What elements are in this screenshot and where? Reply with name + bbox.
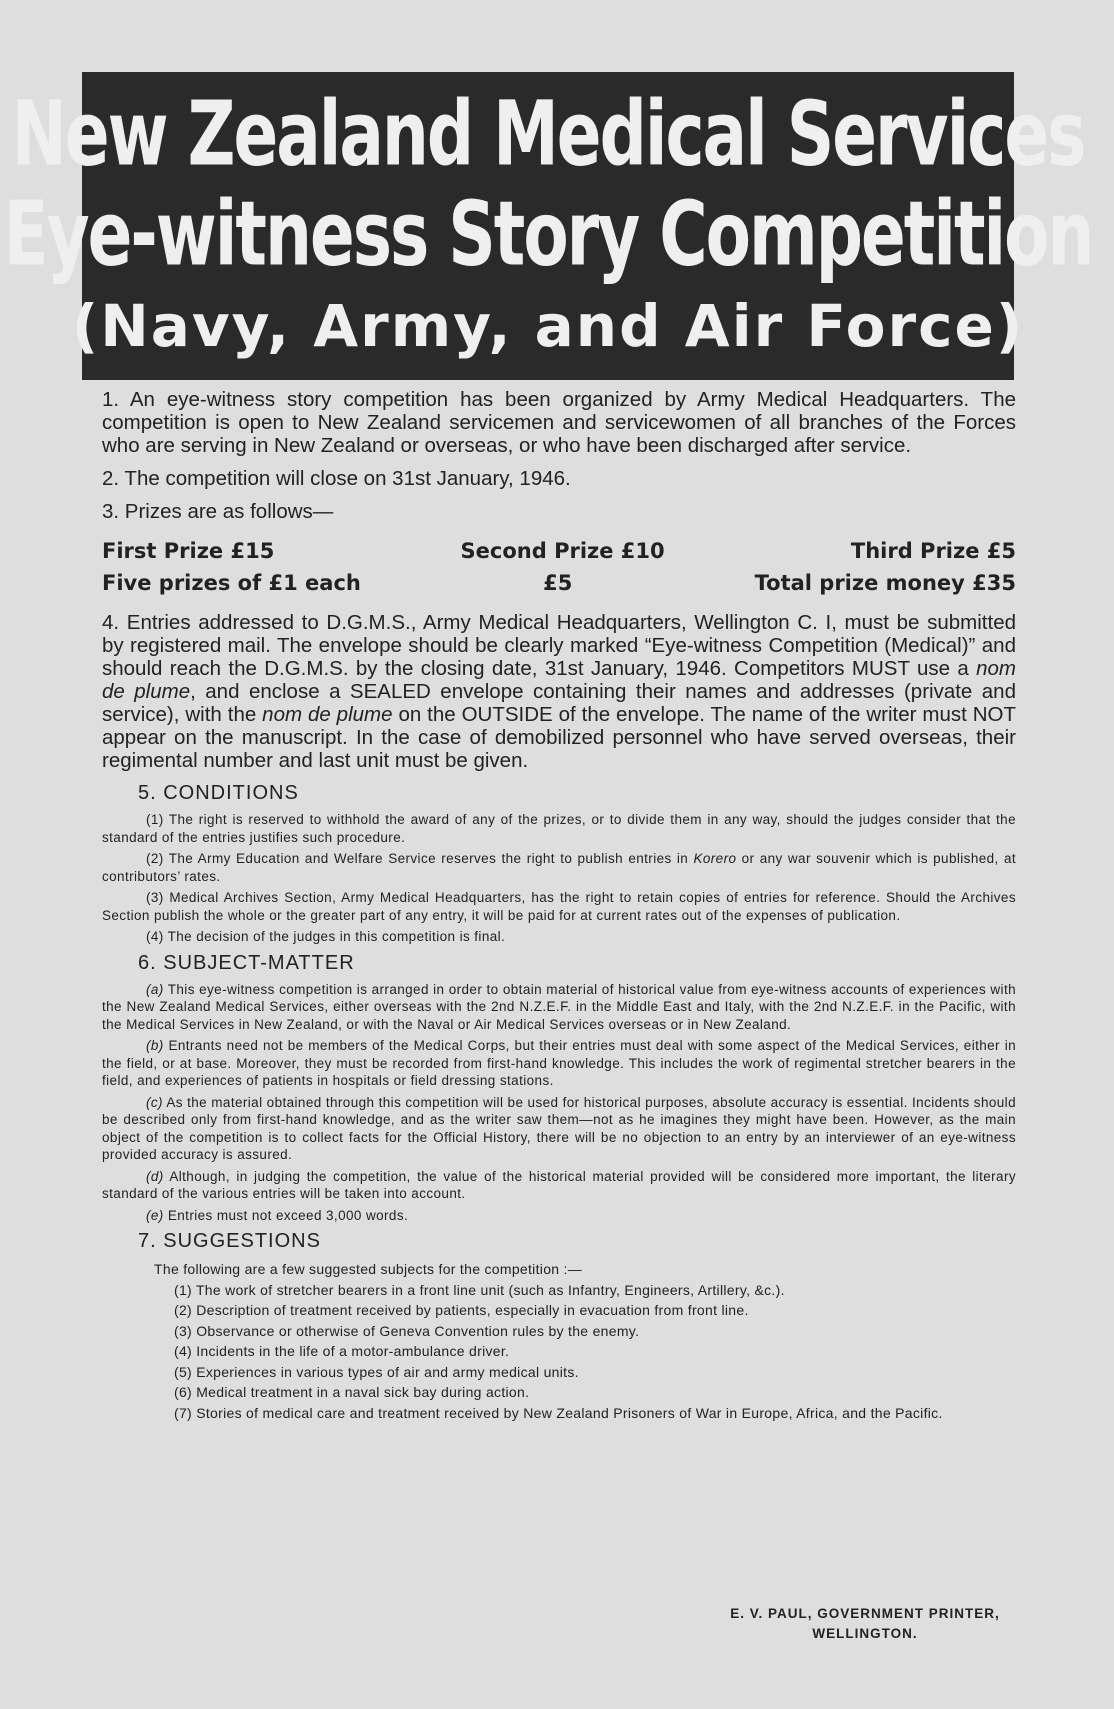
suggestions-list <box>154 1259 1016 1423</box>
suggestion-item: (6) Medical treatment in a naval sick bay during action. <box>174 1384 530 1400</box>
condition-4: (4) The decision of the judges in this competition is final. <box>146 929 506 944</box>
total-prize-money: Total prize money £35 <box>754 571 1016 595</box>
paragraph-4: 4. Entries addressed to D.G.M.S., Army Medical Headquarters, Wellington C. I, must be submitted by registered mail. The envelope should be clearly marked “Eye-witness Competition (Medical)” and should reach the D.G.M.S. by the closing date, 31st January, 1946. Competitors MUST use a nom de plume, and enclose a SEALED envelope containing their names and addresses (private and service), with the nom de plume on the OUTSIDE of the envelope. The name of the writer must NOT appear on the manuscript. In the case of demobilized personnel who have served overseas, their regimental number and last unit must be given. <box>102 611 1016 772</box>
subject-b: (b) Entrants need not be members of the Medical Corps, but their entries must deal with some aspect of the Medical Services, either in the field, or at base. Moreover, they must be recorded from first-hand knowledge. This includes the work of regimental stretcher bearers in the field, and experiences of patients in hospitals or field dressing stations. <box>102 1038 1016 1088</box>
suggestion-item: (4) Incidents in the life of a motor-ambulance driver. <box>174 1343 510 1359</box>
title-banner <box>3 72 1093 380</box>
suggestion-item: (1) The work of stretcher bearers in a front line unit (such as Infantry, Engineers, Artillery, &c.). <box>174 1281 785 1298</box>
title-line-2: Eye-witness Story Competition <box>3 182 1093 287</box>
condition-1: (1) The right is reserved to withhold the award of any of the prizes, or to divide them in any way, should the judges consider that the standard of the entries justifies such procedure. <box>102 812 1016 845</box>
first-prize: First Prize £15 <box>102 539 275 563</box>
prize-row-1 <box>102 535 1016 567</box>
five-prizes: Five prizes of £1 each <box>102 571 361 595</box>
suggestions-heading: 7. SUGGESTIONS <box>138 1230 321 1252</box>
subject-d: (d) Although, in judging the competition, the value of the historical material provided will be considered more important, the literary standard of the various entries will be taken into account. <box>102 1168 1016 1201</box>
printer-imprint <box>700 1604 1030 1644</box>
second-prize: Second Prize £10 <box>460 539 665 563</box>
printer-line-2: WELLINGTON. <box>812 1626 918 1641</box>
subject-a: (a) This eye-witness competition is arranged in order to obtain material of historical value from eye-witness accounts of experiences with the New Zealand Medical Services, either overseas with the 2nd N.Z.E.F. in the Middle East and Italy, with the 2nd N.Z.E.F. in the Pacific, with the Medical Services in New Zealand, or with the Naval or Air Medical Services overseas or in New Zealand. <box>102 981 1016 1032</box>
five-prizes-total: £5 <box>543 571 573 595</box>
paragraph-2: 2. The competition will close on 31st January, 1946. <box>102 467 571 490</box>
title-line-1: New Zealand Medical Services <box>11 82 1085 187</box>
suggestion-item: (2) Description of treatment received by patients, especially in evacuation from front line. <box>174 1302 749 1318</box>
title-line-3: (Navy, Army, and Air Force) <box>71 292 1025 360</box>
suggestion-item: (7) Stories of medical care and treatment received by New Zealand Prisoners of War in Europe, Africa, and the Pacific. <box>174 1404 943 1421</box>
paragraph-1: 1. An eye-witness story competition has been organized by Army Medical Headquarters. The competition is open to New Zealand servicemen and servicewomen of all branches of the Forces who are serving in New Zealand or overseas, or who have been discharged after service. <box>102 388 1016 457</box>
subject-matter-heading: 6. SUBJECT-MATTER <box>138 951 355 974</box>
condition-2: (2) The Army Education and Welfare Service reserves the right to publish entries in Korero or any war souvenir which is published, at contributors’ rates. <box>102 851 1017 884</box>
paragraph-3: 3. Prizes are as follows— <box>102 500 334 523</box>
printer-line-1: E. V. PAUL, GOVERNMENT PRINTER, <box>730 1606 1000 1621</box>
suggestion-item: (3) Observance or otherwise of Geneva Convention rules by the enemy. <box>174 1322 640 1339</box>
conditions-heading: 5. CONDITIONS <box>138 782 299 804</box>
third-prize: Third Prize £5 <box>850 539 1016 563</box>
prize-list <box>102 535 1016 599</box>
notice-body <box>102 388 1016 1423</box>
subject-e: (e) Entries must not exceed 3,000 words. <box>146 1207 409 1223</box>
subject-c: (c) As the material obtained through this competition will be used for historical purposes, absolute accuracy is essential. Incidents should be described only from first-hand knowledge, and as the writer saw them—not as he imagines they might have been. However, as the main object of the competition is to collect facts for the Official History, there will be no objection to an entry by an interviewer of an eye-witness provided accuracy is assured. <box>102 1094 1016 1162</box>
suggestion-item: (5) Experiences in various types of air and army medical units. <box>174 1363 579 1380</box>
prize-row-2 <box>102 567 1016 599</box>
suggestions-intro: The following are a few suggested subjects for the competition :— <box>154 1261 583 1277</box>
condition-3: (3) Medical Archives Section, Army Medical Headquarters, has the right to retain copies of entries for reference. Should the Archives Section publish the whole or the greater part of any entry, it will be paid for at current rates out of the expenses of publication. <box>102 890 1016 923</box>
